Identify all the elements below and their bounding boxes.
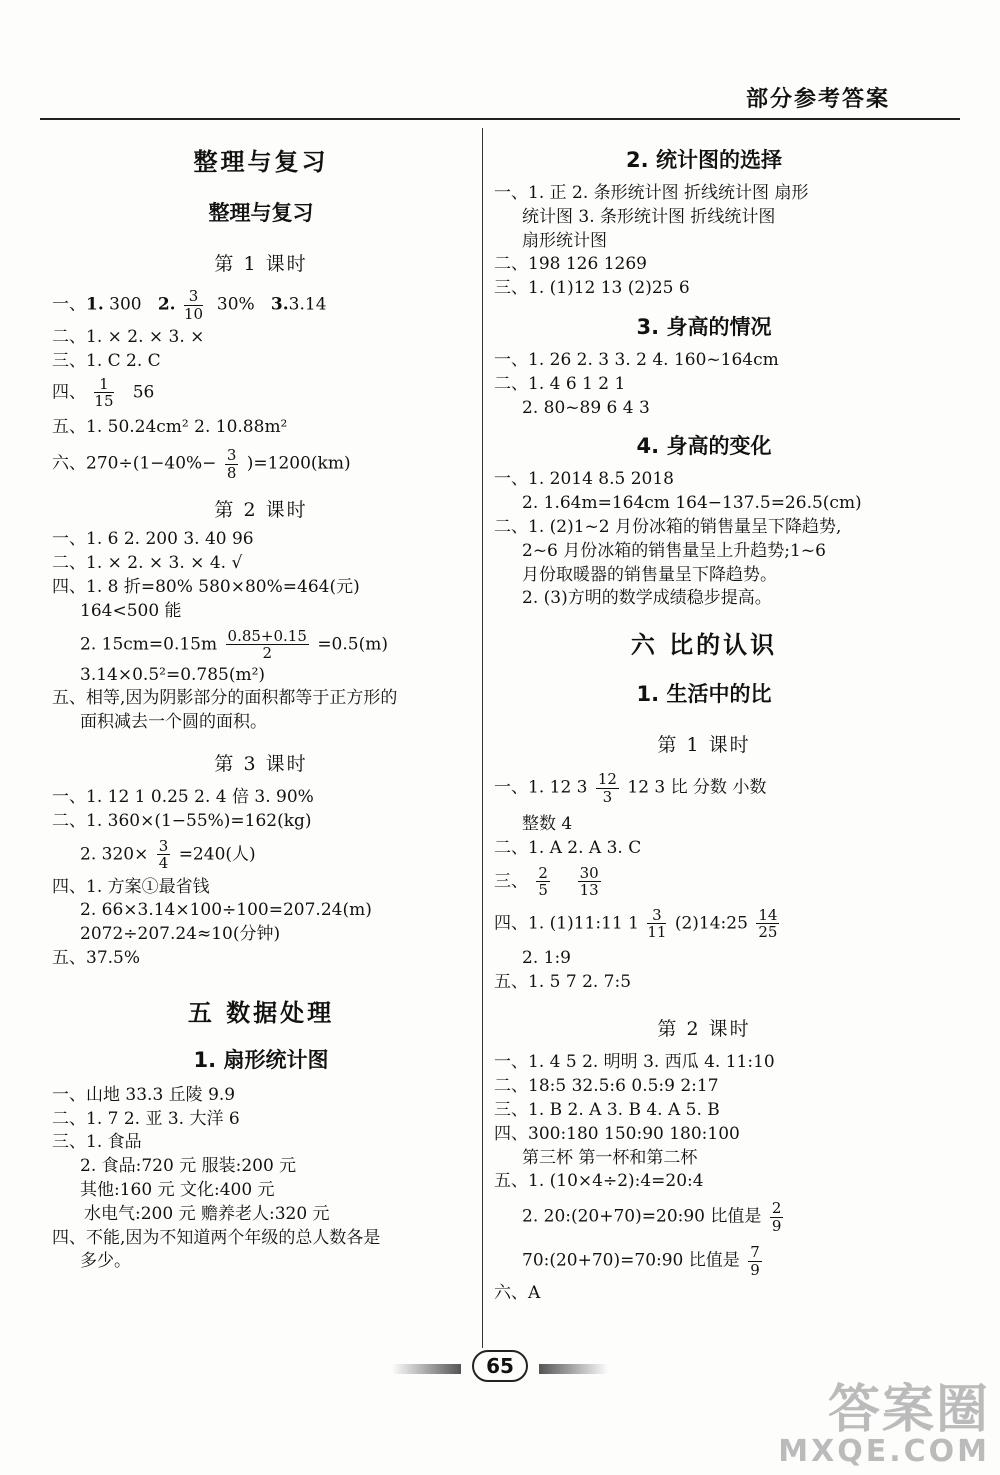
answer-line: 一、山地 33.3 丘陵 9.9 (52, 1084, 236, 1105)
numerator: 3 (158, 836, 169, 855)
answer-line: 月份取暖器的销售量呈下降趋势。 (522, 564, 777, 585)
lesson-heading-2: 第 2 课时 (214, 499, 308, 522)
answer-line: 五、1. 50.24cm² 2. 10.88m² (52, 416, 288, 437)
answer-line: 一、1. 12 1 0.25 2. 4 倍 3. 90% (52, 786, 314, 807)
denominator: 3 (602, 787, 613, 806)
answer-line (494, 771, 914, 805)
answer-line: 2. 食品:720 元 服装:200 元 (80, 1156, 297, 1177)
answer-line (494, 1244, 914, 1278)
answer-line: 164<500 能 (80, 600, 182, 621)
right-column (494, 130, 914, 1306)
answer-line: 2. (3)方明的数学成绩稳步提高。 (522, 588, 772, 609)
answer-line (52, 447, 470, 481)
text: (2)14:25 (674, 913, 754, 934)
text: =240(人) (178, 844, 256, 865)
text: 六、270÷(1−40%− (52, 453, 217, 474)
text: 12 3 比 分数 小数 (627, 777, 767, 798)
numerator: 1 (94, 376, 113, 394)
text: 四、 (52, 382, 86, 403)
answer-line: 水电气:200 元 赡养老人:320 元 (84, 1203, 330, 1224)
numerator: 3 (226, 446, 237, 465)
answer-line (494, 865, 914, 899)
section-heading: 整理与复习 (193, 148, 329, 176)
denominator: 2 (262, 644, 272, 663)
answer-line: 二、1. 360×(1−55%)=162(kg) (52, 810, 312, 831)
text: 2. (157, 294, 176, 315)
answer-line: 二、1. A 2. A 3. C (494, 837, 642, 858)
text: 70:(20+70)=70:90 比值是 (522, 1250, 740, 1271)
answer-line: 二、1. × 2. × 3. × 4. √ (52, 553, 243, 574)
section-heading: 1. 扇形统计图 (193, 1047, 329, 1072)
answer-line: 二、18:5 32.5:6 0.5:9 2:17 (494, 1076, 719, 1097)
numerator: 2 (771, 1199, 782, 1218)
chapter-heading: 六 比的认识 (630, 631, 778, 660)
answer-line (494, 1200, 914, 1234)
column-divider (482, 128, 483, 1348)
answer-line: 其他:160 元 文化:400 元 (80, 1179, 275, 1200)
answer-line: 面积减去一个圆的面积。 (80, 712, 267, 733)
answer-line: 一、1. 2014 8.5 2018 (494, 469, 674, 490)
numerator: 14 (758, 905, 778, 924)
text: 2. 20:(20+70)=20:90 比值是 (522, 1206, 762, 1227)
answer-line (52, 628, 470, 662)
answer-line: 五、1. (10×4÷2):4=20:4 (494, 1171, 704, 1192)
denominator: 25 (758, 923, 778, 942)
denominator: 9 (750, 1260, 760, 1279)
answer-line: 一、1. 6 2. 200 3. 40 96 (52, 529, 254, 550)
answer-line: 2072÷207.24≈10(分钟) (80, 924, 281, 945)
numerator: 3 (184, 288, 203, 306)
fraction (94, 376, 113, 410)
answer-line: 二、198 126 1269 (494, 254, 647, 275)
text: 一、1. 12 3 (494, 777, 593, 798)
answer-line: 一、1. 26 2. 3 3. 2 4. 160~164cm (494, 349, 779, 370)
denominator: 4 (158, 854, 169, 873)
answer-line: 扇形统计图 (522, 230, 607, 251)
numerator: 12 (597, 770, 617, 789)
answer-line: 四、1. 8 折=80% 580×80%=464(元) (52, 576, 360, 597)
answer-line: 四、1. 方案①最省钱 (52, 876, 210, 897)
section-subheading: 整理与复习 (208, 201, 314, 225)
answer-line: 五、1. 5 7 2. 7:5 (494, 971, 632, 992)
answer-line: 2. 66×3.14×100÷100=207.24(m) (80, 900, 372, 921)
section-heading: 4. 身高的变化 (636, 434, 772, 459)
numerator: 30 (579, 863, 599, 882)
answer-line: 2. 1:9 (522, 947, 571, 968)
text: )=1200(km) (246, 453, 351, 474)
text: 2. 320× (80, 844, 149, 865)
header-rule (40, 118, 960, 120)
lesson-heading-2: 第 2 课时 (657, 1018, 751, 1041)
footer-ornament-right (539, 1364, 609, 1374)
section-heading: 2. 统计图的选择 (626, 148, 782, 172)
answer-line (494, 907, 914, 941)
text: 三、 (494, 871, 528, 892)
numerator: 0.85+0.15 (227, 626, 307, 645)
answer-line: 第三杯 第一杯和第二杯 (522, 1147, 698, 1168)
fraction (647, 907, 666, 941)
text: 2. 15cm=0.15m (80, 634, 223, 655)
answer-line: 三、1. B 2. A 3. B 4. A 5. B (494, 1099, 720, 1120)
numerator: 7 (750, 1243, 760, 1262)
fraction (184, 288, 203, 322)
answer-line: 四、300:180 150:90 180:100 (494, 1123, 740, 1144)
text: 一、 (52, 294, 86, 315)
text: 3. (270, 294, 289, 315)
section-heading: 3. 身高的情况 (636, 314, 772, 339)
answer-line: 五、相等,因为阴影部分的面积都等于正方形的 (52, 688, 398, 709)
answer-line: 统计图 3. 条形统计图 折线统计图 (522, 206, 776, 227)
fraction (748, 1244, 762, 1278)
text: 3.14 (288, 294, 327, 315)
text: 1. (86, 294, 104, 315)
answer-line: 一、1. 4 5 2. 明明 3. 西瓜 4. 11:10 (494, 1052, 775, 1073)
answer-line: 二、1. 7 2. 亚 3. 大洋 6 (52, 1108, 240, 1129)
answer-line: 3.14×0.5²=0.785(m²) (80, 664, 266, 685)
denominator: 11 (647, 923, 667, 942)
denominator: 9 (771, 1216, 782, 1235)
fraction (226, 628, 309, 662)
answer-line: 2. 80~89 6 4 3 (522, 397, 650, 418)
denominator: 5 (538, 881, 548, 900)
header-title: 部分参考答案 (745, 87, 890, 112)
footer-ornament-left (391, 1364, 461, 1374)
left-column (52, 130, 470, 1274)
fraction (225, 447, 239, 481)
answer-line: 六、A (494, 1283, 541, 1304)
lesson-heading-3: 第 3 课时 (214, 752, 308, 775)
lesson-heading-1: 第 1 课时 (657, 734, 751, 757)
answer-line: 一、1. 正 2. 条形统计图 折线统计图 扇形 (494, 183, 809, 203)
watermark (778, 1367, 990, 1469)
text: 四、1. (1)11:11 1 (494, 913, 639, 934)
answer-line: 二、1. × 2. × 3. × (52, 327, 205, 347)
page-number: 65 (472, 1350, 528, 1382)
answer-line: 三、1. 食品 (52, 1132, 142, 1153)
fraction (536, 865, 550, 899)
denominator: 15 (94, 392, 114, 411)
fraction (157, 838, 171, 872)
answer-line: 二、1. (2)1~2 月份冰箱的销售量呈下降趋势, (494, 516, 842, 537)
numerator: 3 (647, 907, 666, 925)
denominator: 13 (579, 881, 599, 900)
answer-line (52, 288, 470, 322)
text: 30% (216, 294, 255, 315)
answer-line: 三、1. (1)12 13 (2)25 6 (494, 278, 690, 299)
chapter-heading: 五 数据处理 (187, 998, 335, 1027)
answer-line: 五、37.5% (52, 947, 141, 968)
fraction (756, 907, 779, 941)
text: 56 (132, 382, 155, 403)
fraction (596, 771, 619, 805)
numerator: 2 (538, 863, 548, 882)
lesson-heading-1: 第 1 课时 (214, 253, 308, 275)
watermark-logo: 答案圈 (827, 1380, 990, 1440)
denominator: 8 (226, 463, 237, 482)
answer-line (52, 376, 470, 410)
denominator: 10 (183, 304, 204, 323)
watermark-url: MXQE.COM (778, 1434, 990, 1469)
answer-line: 2. 1.64m=164cm 164−137.5=26.5(cm) (522, 493, 862, 514)
answer-line: 三、1. C 2. C (52, 350, 161, 371)
section-heading: 1. 生活中的比 (636, 682, 772, 707)
answer-line: 二、1. 4 6 1 2 1 (494, 373, 626, 394)
fraction (578, 865, 601, 899)
answer-line (52, 838, 470, 872)
text: 300 (109, 294, 142, 315)
fraction (770, 1200, 784, 1234)
answer-line: 多少。 (80, 1251, 131, 1272)
answer-line: 2~6 月份冰箱的销售量呈上升趋势;1~6 (522, 540, 826, 561)
answer-line: 四、不能,因为不知道两个年级的总人数各是 (52, 1227, 381, 1248)
answer-line: 整数 4 (522, 814, 573, 835)
text: =0.5(m) (317, 634, 388, 655)
